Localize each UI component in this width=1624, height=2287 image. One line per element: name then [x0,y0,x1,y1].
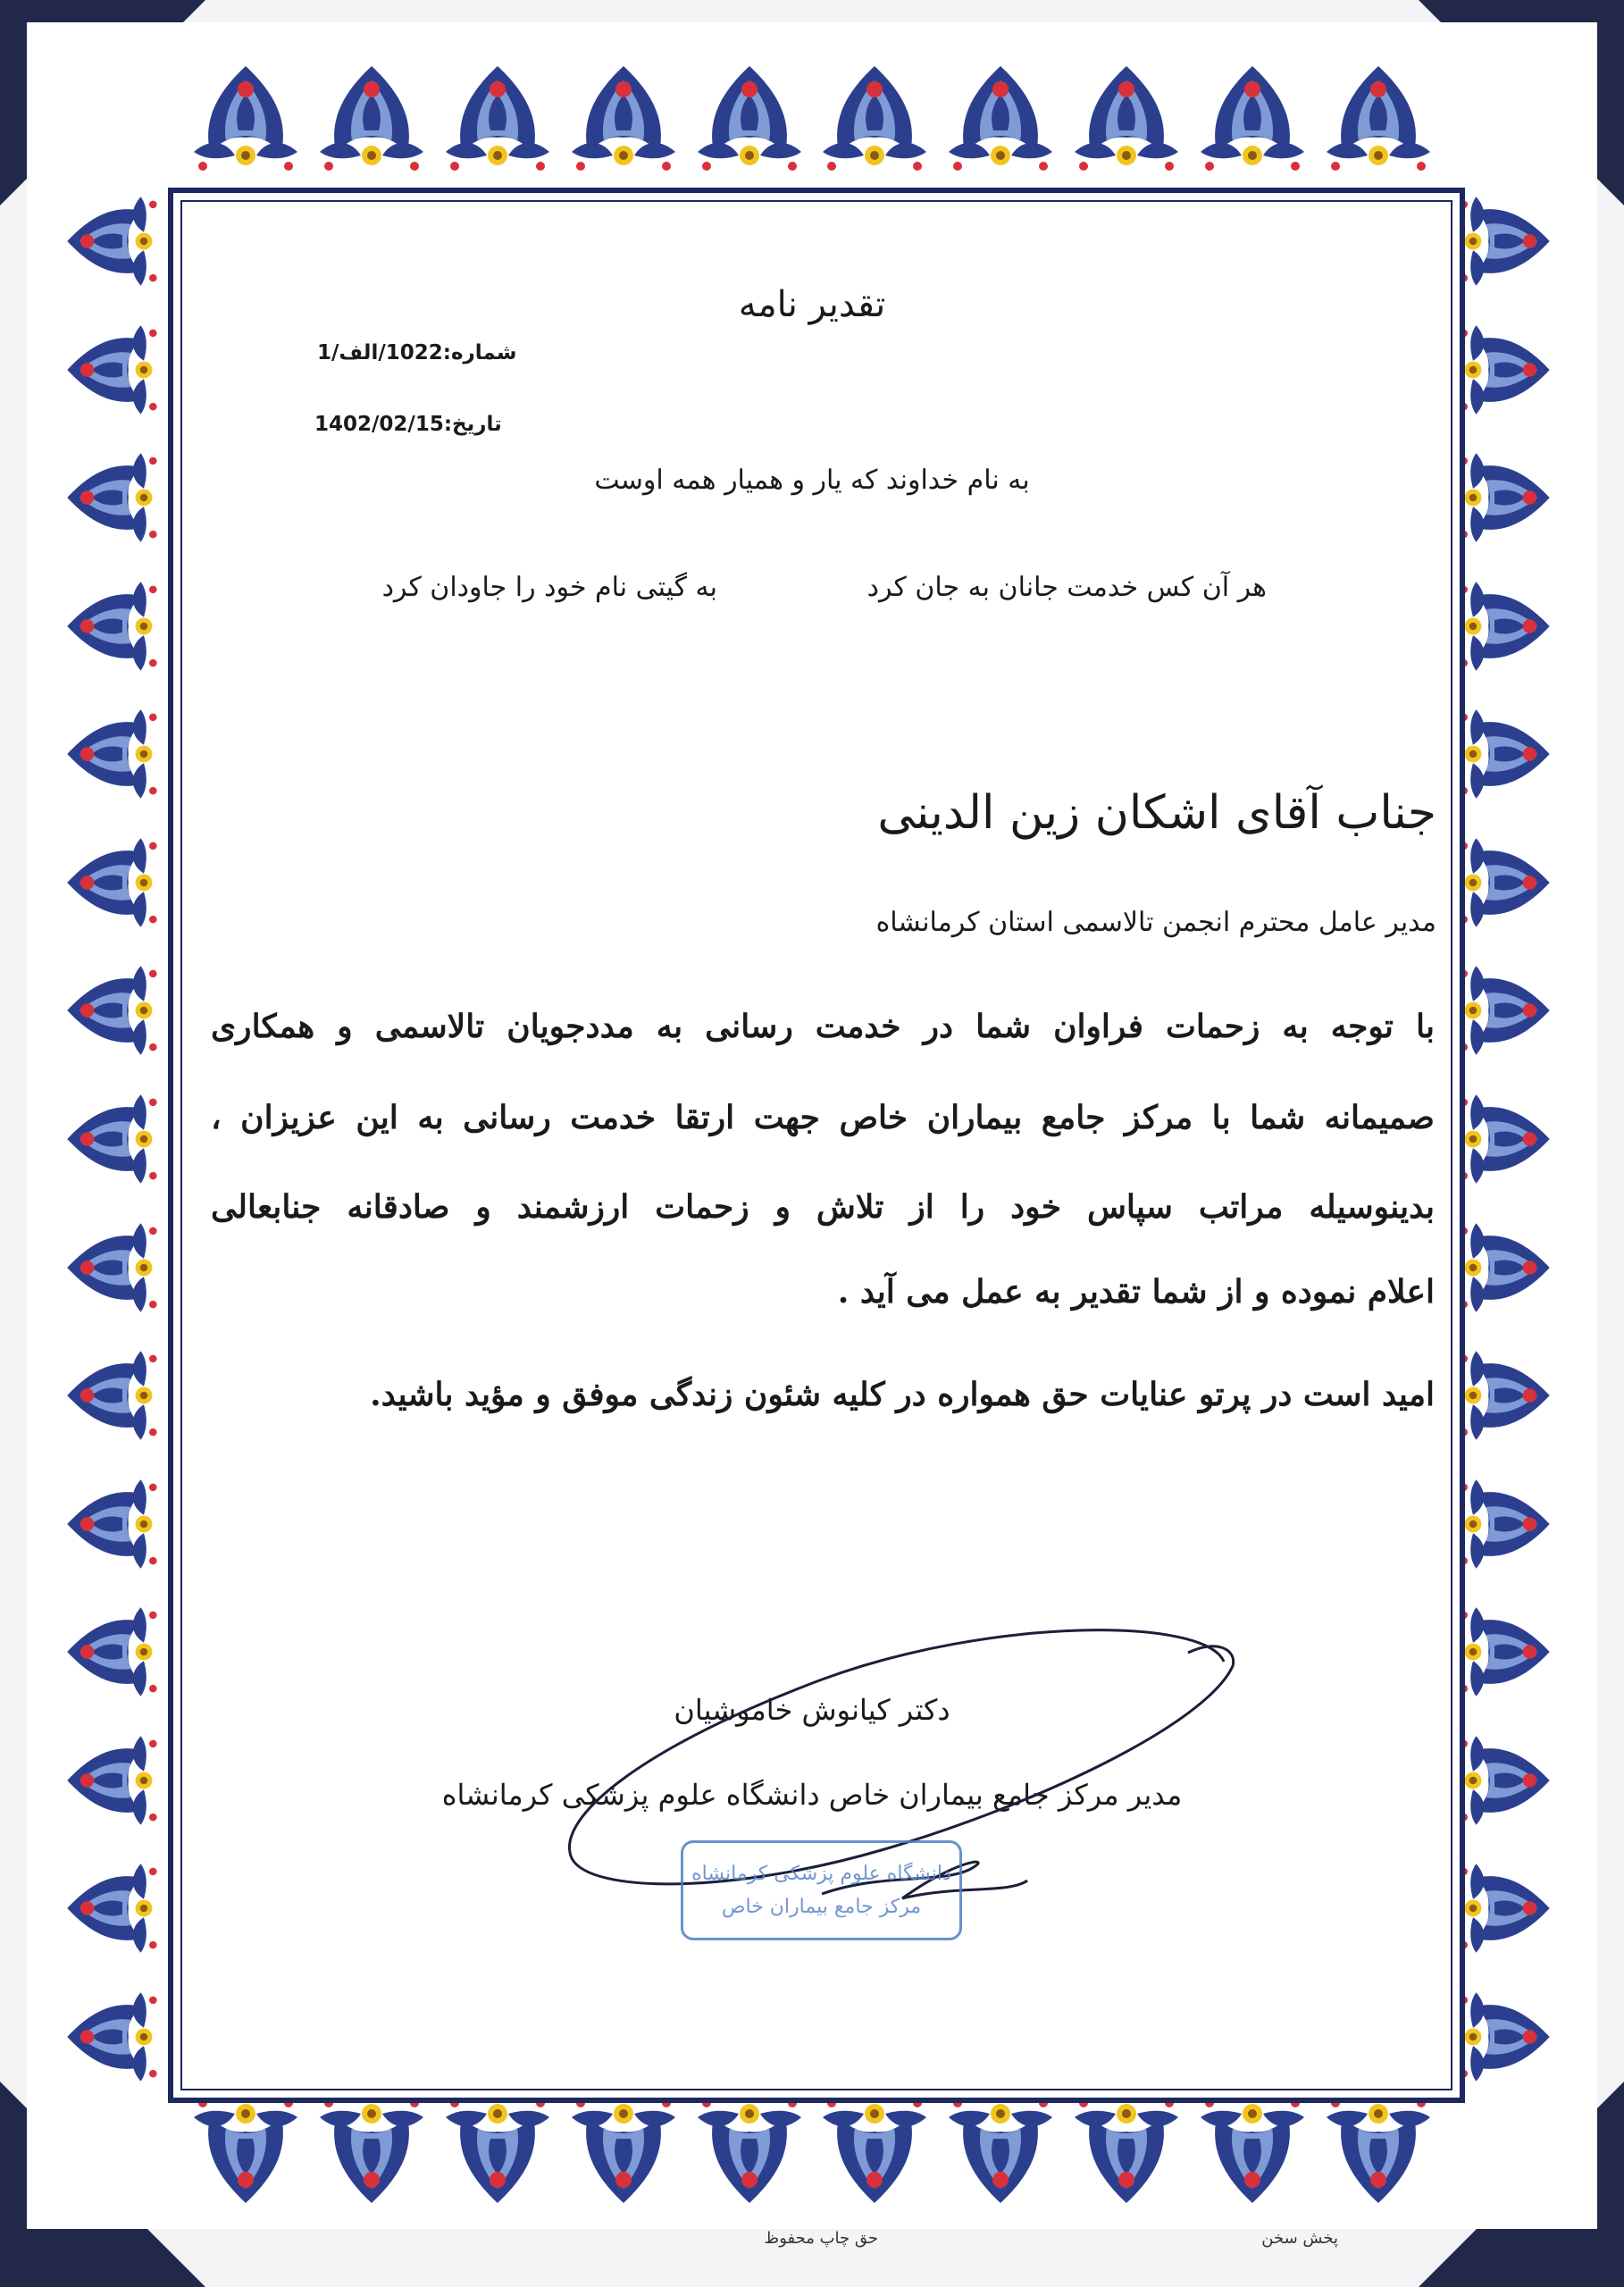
date-value: 1402/02/15 [314,413,444,436]
floral-motif-icon [812,2089,937,2214]
floral-motif-icon [45,1342,179,1449]
ornament-border-bottom [183,2089,1441,2232]
body-line-2: صمیمانه شما با مرکز جامع بیماران خاص جهت ارتقا خدمت رسانی به این عزیزان ، [211,1099,1435,1136]
floral-motif-icon [45,700,179,808]
footer-publisher: پخش سخن [1261,2229,1338,2248]
floral-motif-icon [45,1085,179,1193]
ornament-border-top [183,55,1441,198]
closing-wish: امید است در پرتو عنایات حق همواره در کلیه شئون زندگی موفق و مؤید باشید. [370,1376,1435,1413]
signatory-role: مدیر مرکز جامع بیماران خاص دانشگاه علوم پزشکی کرمانشاه [441,1778,1183,1812]
document-title: تقدیر نامه [738,284,886,325]
recipient-name: جناب آقای اشکان زین الدینی [877,786,1436,840]
body-line-1: با توجه به زحمات فراوان شما در خدمت رسانی به مددجویان تالاسمی و همکاری [211,1008,1435,1045]
stamp-line-2: مرکز جامع بیماران خاص [721,1896,922,1918]
floral-motif-icon [1190,2089,1315,2214]
floral-motif-icon [938,55,1063,180]
floral-motif-icon [435,2089,560,2214]
floral-motif-icon [687,55,812,180]
floral-motif-icon [45,1983,179,2090]
floral-motif-icon [183,55,308,180]
floral-motif-icon [687,2089,812,2214]
date-line [314,413,502,436]
floral-motif-icon [309,2089,434,2214]
floral-motif-icon [938,2089,1063,2214]
floral-motif-icon [45,316,179,423]
stamp-line-1: دانشگاه علوم پزشکی کرمانشاه [691,1863,951,1885]
floral-motif-icon [45,829,179,936]
floral-motif-icon [45,957,179,1064]
floral-motif-icon [45,1470,179,1578]
floral-motif-icon [183,2089,308,2214]
footer-copyright: حق چاپ محفوظ [764,2229,878,2248]
floral-motif-icon [1316,55,1441,180]
floral-motif-icon [561,55,686,180]
signatory-name: دکتر کیانوش خاموشیان [674,1693,950,1727]
date-label: تاریخ: [443,413,502,436]
recipient-role: مدیر عامل محترم انجمن تالاسمی استان کرمانشاه [875,907,1436,938]
body-line-4: اعلام نموده و از شما تقدیر به عمل می آید . [837,1273,1435,1311]
floral-motif-icon [1064,55,1189,180]
floral-motif-icon [45,444,179,551]
floral-motif-icon [1316,2089,1441,2214]
floral-motif-icon [45,573,179,680]
number-line [317,341,516,364]
floral-motif-icon [812,55,937,180]
floral-motif-icon [1190,55,1315,180]
floral-motif-icon [45,188,179,295]
floral-motif-icon [45,1598,179,1705]
body-line-3: بدینوسیله مراتب سپاس خود را از تلاش و زحمات ارزشمند و صادقانه جنابعالی [211,1188,1435,1226]
official-stamp [681,1840,962,1940]
number-value: 1022/الف/1 [317,341,443,364]
verse-left-hemistich: به گیتی نام خود را جاودان کرد [381,572,717,603]
verse-right-hemistich: هر آن کس خدمت جانان به جان کرد [866,572,1267,603]
invocation: به نام خداوند که یار و همیار همه اوست [594,465,1030,496]
floral-motif-icon [309,55,434,180]
floral-motif-icon [45,1214,179,1321]
floral-motif-icon [1064,2089,1189,2214]
number-label: شماره: [442,341,517,364]
floral-motif-icon [435,55,560,180]
floral-motif-icon [561,2089,686,2214]
floral-motif-icon [45,1855,179,1962]
